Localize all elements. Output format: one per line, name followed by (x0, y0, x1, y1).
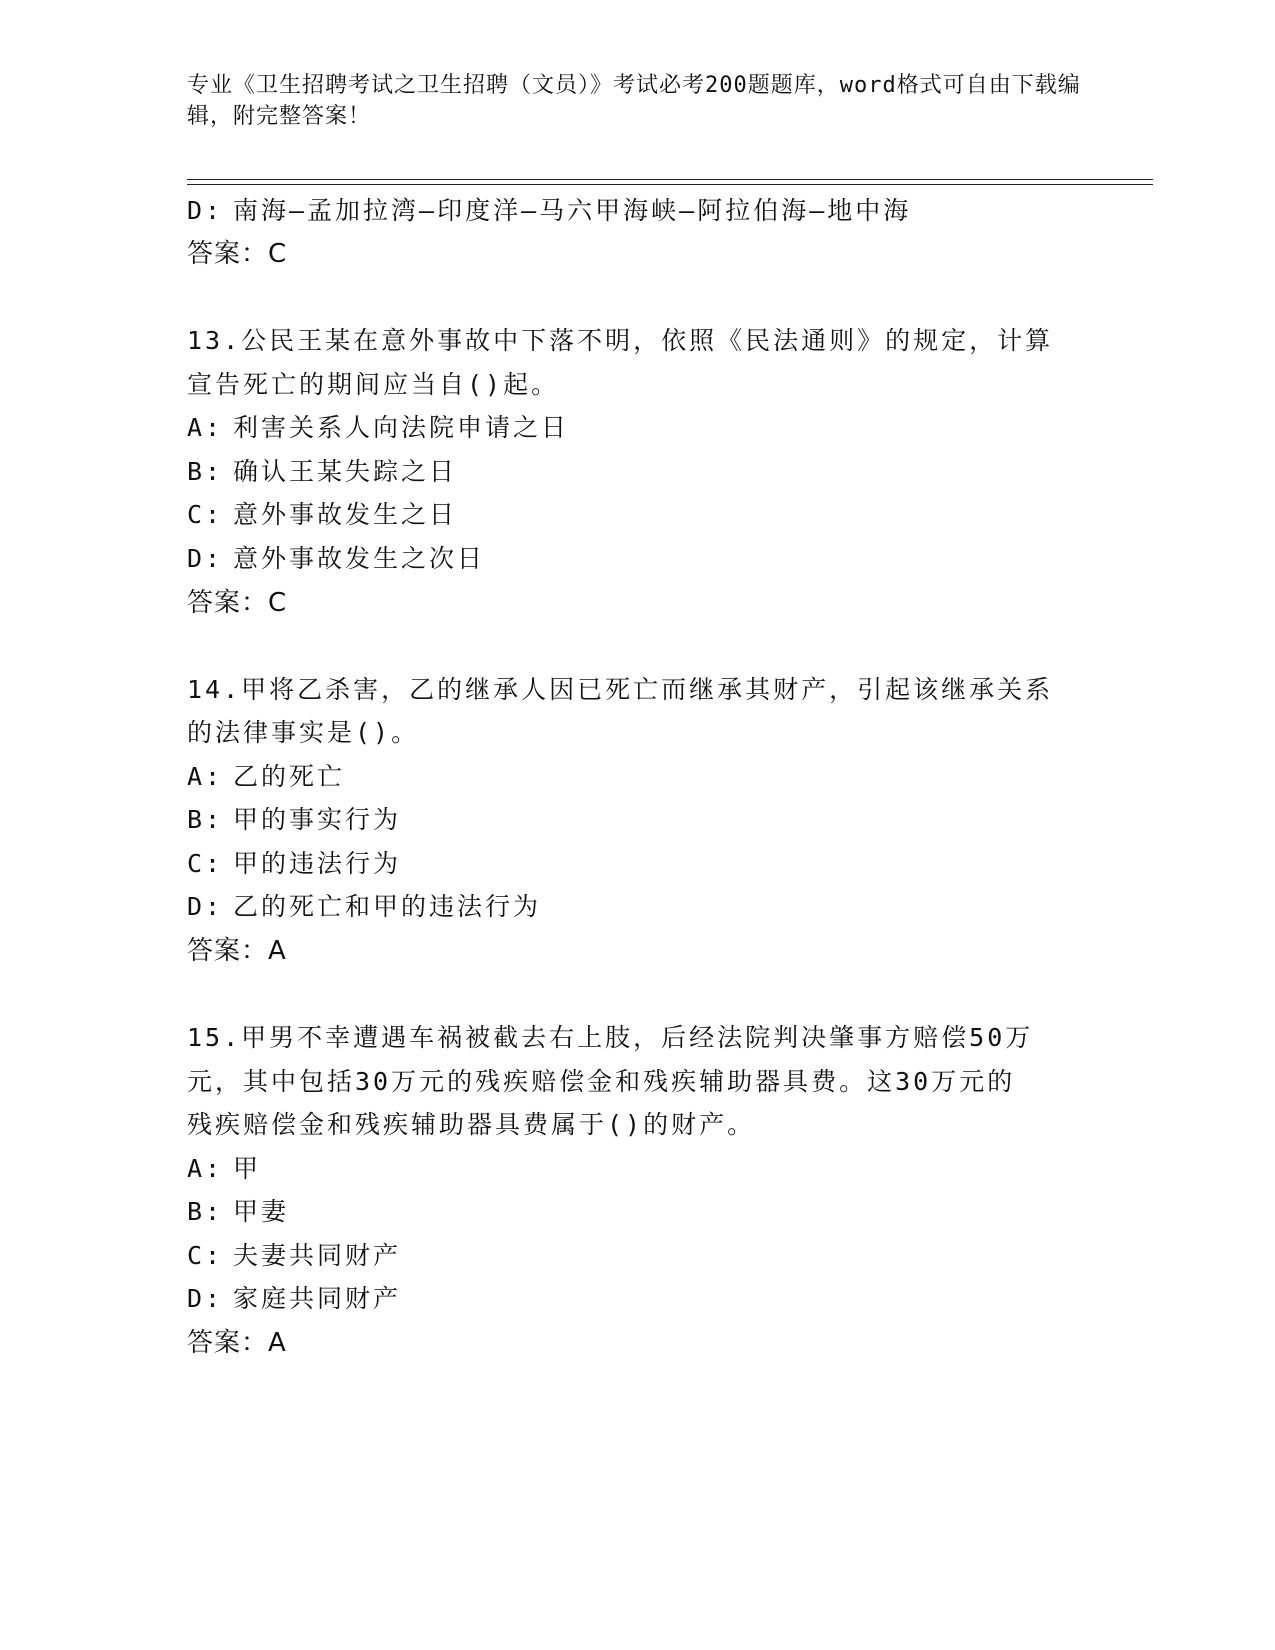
question-13-stem-line-2: 宣告死亡的期间应当自()起。 (187, 370, 560, 399)
option-text: 意外事故发生之次日 (233, 544, 486, 573)
question-15-option-c (187, 1233, 401, 1279)
question-13-answer: 答案：C (187, 588, 288, 618)
option-key: B: (187, 805, 224, 834)
question-15-option-a (187, 1146, 261, 1192)
option-key: A: (187, 762, 224, 791)
option-text: 夫妻共同财产 (233, 1241, 402, 1270)
option-key: C: (187, 500, 224, 529)
option-text: 甲的违法行为 (233, 849, 402, 878)
question-15-stem-line-1: 15.甲男不幸遭遇车祸被截去右上肢，后经法院判决肇事方赔偿50万 (187, 1023, 1034, 1052)
option-text: 乙的死亡和甲的违法行为 (233, 892, 542, 921)
answer: 答案：C (187, 239, 288, 269)
option-d (187, 188, 911, 234)
question-13-stem-line-1: 13.公民王某在意外事故中下落不明，依照《民法通则》的规定，计算 (187, 326, 1054, 355)
option-key: B: (187, 457, 224, 486)
option-key: D: (187, 1284, 224, 1313)
question-13-option-a (187, 405, 569, 451)
question-15-option-d (187, 1276, 401, 1322)
option-text: 南海—孟加拉湾—印度洋—马六甲海峡—阿拉伯海—地中海 (233, 196, 912, 225)
option-text: 利害关系人向法院申请之日 (233, 413, 570, 442)
question-14-option-c (187, 841, 401, 887)
option-key: C: (187, 1241, 224, 1270)
question-14-stem-line-1: 14.甲将乙杀害，乙的继承人因已死亡而继承其财产，引起该继承关系 (187, 675, 1054, 704)
question-14-stem-line-2: 的法律事实是()。 (187, 718, 420, 747)
question-14-option-a (187, 754, 345, 800)
question-15-stem-line-2: 元，其中包括30万元的残疾赔偿金和残疾辅助器具费。这30万元的 (187, 1067, 1016, 1096)
header-divider-top (187, 179, 1153, 180)
option-key: C: (187, 849, 224, 878)
option-key: A: (187, 413, 224, 442)
option-key: D: (187, 544, 224, 573)
option-key: A: (187, 1154, 224, 1183)
question-13-option-b (187, 449, 457, 495)
option-text: 家庭共同财产 (233, 1284, 402, 1313)
question-14-answer: 答案：A (187, 936, 287, 966)
question-13-option-c (187, 492, 457, 538)
option-text: 甲的事实行为 (233, 805, 402, 834)
question-14-option-d (187, 884, 541, 930)
question-14-option-b (187, 797, 401, 843)
question-13-option-d (187, 536, 485, 582)
question-15-option-b (187, 1189, 289, 1235)
header-divider-bottom (187, 184, 1153, 185)
option-text: 确认王某失踪之日 (233, 457, 458, 486)
question-15-answer: 答案：A (187, 1328, 287, 1358)
option-key: D: (187, 196, 224, 225)
option-text: 甲妻 (233, 1197, 290, 1226)
question-15-stem-line-3: 残疾赔偿金和残疾辅助器具费属于()的财产。 (187, 1110, 756, 1139)
option-key: D: (187, 892, 224, 921)
option-text: 甲 (233, 1154, 262, 1183)
option-text: 乙的死亡 (233, 762, 346, 791)
document-header: 专业《卫生招聘考试之卫生招聘（文员）》考试必考200题题库，word格式可自由下载编辑，附完整答案！ (187, 73, 1081, 129)
option-key: B: (187, 1197, 224, 1226)
option-text: 意外事故发生之日 (233, 500, 458, 529)
